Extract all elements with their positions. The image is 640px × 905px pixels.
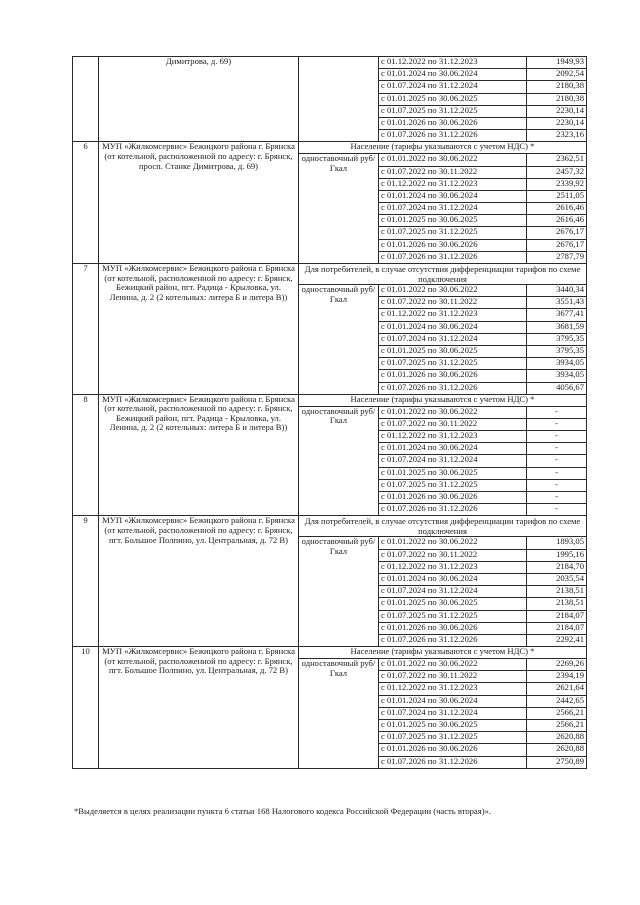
organization-cell: МУП «Жилкомсервис» Бежицкого района г. Брянска (от котельной, расположенной по адресу: г. Брянск, пгт. Большое Полпино, ул. Центральная, д. 72 В) [99, 647, 299, 769]
tariff-value: 2339,92 [527, 178, 587, 190]
tariff-kind: одноставочный руб/Гкал [299, 659, 379, 769]
period-cell: с 01.07.2025 по 31.12.2025 [379, 479, 527, 491]
tariff-value: 4056,67 [527, 382, 587, 394]
section-heading: Население (тарифы указываются с учетом НДС) * [299, 647, 587, 659]
row-number: 10 [73, 647, 99, 769]
tariff-value: 2230,14 [527, 105, 587, 117]
period-cell: с 01.07.2026 по 31.12.2026 [379, 130, 527, 142]
tariff-value: 2566,21 [527, 720, 587, 732]
period-cell: с 01.01.2025 по 30.06.2025 [379, 93, 527, 105]
period-cell: с 01.07.2026 по 31.12.2026 [379, 382, 527, 394]
period-cell: с 01.07.2026 по 31.12.2026 [379, 756, 527, 768]
tariff-value: 3677,41 [527, 309, 587, 321]
period-cell: с 01.07.2025 по 31.12.2025 [379, 732, 527, 744]
period-cell: с 01.07.2026 по 31.12.2026 [379, 251, 527, 263]
tariff-kind: одноставочный руб/Гкал [299, 285, 379, 395]
period-cell: с 01.01.2025 по 30.06.2025 [379, 215, 527, 227]
period-cell: с 01.12.2022 по 31.12.2023 [379, 57, 527, 69]
tariff-value: - [527, 467, 587, 479]
period-cell: с 01.07.2024 по 31.12.2024 [379, 455, 527, 467]
period-cell: с 01.01.2025 по 30.06.2025 [379, 598, 527, 610]
tariff-value: - [527, 418, 587, 430]
tariff-kind: одноставочный руб/Гкал [299, 154, 379, 264]
tariff-value: 2620,88 [527, 744, 587, 756]
tariff-value: 2676,17 [527, 227, 587, 239]
tariff-value: - [527, 443, 587, 455]
period-cell: с 01.07.2022 по 30.11.2022 [379, 297, 527, 309]
section-heading: Для потребителей, в случае отсутствия дифференциации тарифов по схеме подключения [299, 264, 587, 285]
period-cell: с 01.07.2024 по 31.12.2024 [379, 707, 527, 719]
organization-cell: Димитрова, д. 69) [99, 57, 299, 142]
organization-cell: МУП «Жилкомсервис» Бежицкого района г. Брянска (от котельной, расположенной по адресу: г. Брянск, Бежицкий район, пгт. Радица - Крыловка, ул. Ленина, д. 2 (2 котельных: литера Б и литера В)) [99, 394, 299, 516]
period-cell: с 01.12.2022 по 31.12.2023 [379, 561, 527, 573]
period-cell: с 01.01.2026 по 30.06.2026 [379, 239, 527, 251]
tariff-value: 2323,16 [527, 130, 587, 142]
tariff-table [72, 56, 587, 769]
tariff-value: 2457,32 [527, 166, 587, 178]
tariff-value: 2138,51 [527, 598, 587, 610]
tariff-value: 2394,19 [527, 671, 587, 683]
tariff-value: 2676,17 [527, 239, 587, 251]
tariff-value: 2292,41 [527, 634, 587, 646]
period-cell: с 01.01.2024 по 30.06.2024 [379, 69, 527, 81]
section-row [73, 516, 587, 537]
period-cell: с 01.07.2025 по 31.12.2025 [379, 227, 527, 239]
row-number: 9 [73, 516, 99, 647]
tariff-value: 2621,64 [527, 683, 587, 695]
tariff-value: - [527, 504, 587, 516]
period-cell: с 01.07.2022 по 30.11.2022 [379, 549, 527, 561]
tariff-value: 3551,43 [527, 297, 587, 309]
period-cell: с 01.01.2022 по 30.06.2022 [379, 659, 527, 671]
period-cell: с 01.07.2022 по 30.11.2022 [379, 418, 527, 430]
period-cell: с 01.01.2025 по 30.06.2025 [379, 345, 527, 357]
tariff-value: 3934,05 [527, 358, 587, 370]
period-cell: с 01.07.2025 по 31.12.2025 [379, 610, 527, 622]
section-row [73, 647, 587, 659]
period-cell: с 01.01.2026 по 30.06.2026 [379, 117, 527, 129]
period-cell: с 01.01.2024 по 30.06.2024 [379, 443, 527, 455]
tariff-value: 2092,54 [527, 69, 587, 81]
tariff-value: - [527, 455, 587, 467]
tariff-value: 2616,46 [527, 203, 587, 215]
tariff-value: 2180,38 [527, 81, 587, 93]
section-row [73, 394, 587, 406]
footnote: *Выделяется в целях реализации пункта 6 статьи 168 Налогового кодекса Российской Федерации (часть вторая)». [74, 806, 492, 816]
tariff-value: 2035,54 [527, 573, 587, 585]
tariff-value: - [527, 492, 587, 504]
period-cell: с 01.12.2022 по 31.12.2023 [379, 431, 527, 443]
tariff-value: 2184,70 [527, 561, 587, 573]
section-heading: Население (тарифы указываются с учетом НДС) * [299, 394, 587, 406]
tariff-value: 2620,88 [527, 732, 587, 744]
tariff-value: - [527, 431, 587, 443]
period-cell: с 01.01.2025 по 30.06.2025 [379, 720, 527, 732]
tariff-value: 2511,05 [527, 190, 587, 202]
period-cell: с 01.07.2026 по 31.12.2026 [379, 634, 527, 646]
period-cell: с 01.01.2022 по 30.06.2022 [379, 285, 527, 297]
tariff-value: 3795,35 [527, 333, 587, 345]
tariff-value: 3681,59 [527, 321, 587, 333]
tariff-value: 2787,79 [527, 251, 587, 263]
period-cell: с 01.01.2026 по 30.06.2026 [379, 622, 527, 634]
organization-cell: МУП «Жилкомсервис» Бежицкого района г. Брянска (от котельной, расположенной по адресу: г. Брянск, просп. Станке Димитрова, д. 69) [99, 142, 299, 264]
tariff-value: 3440,34 [527, 285, 587, 297]
tariff-value: 2362,51 [527, 154, 587, 166]
period-cell: с 01.07.2024 по 31.12.2024 [379, 586, 527, 598]
period-cell: с 01.01.2024 по 30.06.2024 [379, 321, 527, 333]
tariff-value: 2269,26 [527, 659, 587, 671]
period-cell: с 01.07.2025 по 31.12.2025 [379, 105, 527, 117]
period-cell: с 01.01.2022 по 30.06.2022 [379, 154, 527, 166]
tariff-value: 2230,14 [527, 117, 587, 129]
tariff-value: 2750,89 [527, 756, 587, 768]
organization-cell: МУП «Жилкомсервис» Бежицкого района г. Брянска (от котельной, расположенной по адресу: г. Брянск, Бежицкий район, пгт. Радица - Крыловка, ул. Ленина, д. 2 (2 котельных: литера Б и литера В)) [99, 264, 299, 395]
period-cell: с 01.01.2026 по 30.06.2026 [379, 492, 527, 504]
tariff-kind: одноставочный руб/Гкал [299, 406, 379, 516]
tariff-value: 2138,51 [527, 586, 587, 598]
tariff-value: 2180,38 [527, 93, 587, 105]
table-row [73, 57, 587, 69]
tariff-kind [299, 57, 379, 142]
row-number: 6 [73, 142, 99, 264]
tariff-value: 2184,07 [527, 610, 587, 622]
section-row [73, 142, 587, 154]
tariff-kind: одноставочный руб/Гкал [299, 537, 379, 647]
tariff-value: 2184,07 [527, 622, 587, 634]
tariff-value: 1995,16 [527, 549, 587, 561]
tariff-value: 2616,46 [527, 215, 587, 227]
period-cell: с 01.12.2022 по 31.12.2023 [379, 683, 527, 695]
period-cell: с 01.12.2022 по 31.12.2023 [379, 309, 527, 321]
tariff-value: 2442,65 [527, 695, 587, 707]
row-number: 8 [73, 394, 99, 516]
section-row [73, 264, 587, 285]
period-cell: с 01.07.2024 по 31.12.2024 [379, 81, 527, 93]
row-number [73, 57, 99, 142]
tariff-value: 1893,05 [527, 537, 587, 549]
tariff-value: 3934,05 [527, 370, 587, 382]
period-cell: с 01.12.2022 по 31.12.2023 [379, 178, 527, 190]
period-cell: с 01.01.2022 по 30.06.2022 [379, 406, 527, 418]
tariff-value: 3795,35 [527, 345, 587, 357]
period-cell: с 01.01.2022 по 30.06.2022 [379, 537, 527, 549]
period-cell: с 01.07.2022 по 30.11.2022 [379, 166, 527, 178]
section-heading: Для потребителей, в случае отсутствия дифференциации тарифов по схеме подключения [299, 516, 587, 537]
organization-cell: МУП «Жилкомсервис» Бежицкого района г. Брянска (от котельной, расположенной по адресу: г. Брянск, пгт. Большое Полпино, ул. Центральная, д. 72 В) [99, 516, 299, 647]
tariff-value: - [527, 479, 587, 491]
tariff-value: 2566,21 [527, 707, 587, 719]
period-cell: с 01.07.2024 по 31.12.2024 [379, 333, 527, 345]
period-cell: с 01.07.2026 по 31.12.2026 [379, 504, 527, 516]
row-number: 7 [73, 264, 99, 395]
period-cell: с 01.01.2026 по 30.06.2026 [379, 744, 527, 756]
period-cell: с 01.01.2024 по 30.06.2024 [379, 573, 527, 585]
period-cell: с 01.07.2022 по 30.11.2022 [379, 671, 527, 683]
period-cell: с 01.01.2025 по 30.06.2025 [379, 467, 527, 479]
section-heading: Население (тарифы указываются с учетом НДС) * [299, 142, 587, 154]
tariff-value: 1949,93 [527, 57, 587, 69]
period-cell: с 01.01.2024 по 30.06.2024 [379, 695, 527, 707]
period-cell: с 01.07.2025 по 31.12.2025 [379, 358, 527, 370]
period-cell: с 01.01.2024 по 30.06.2024 [379, 190, 527, 202]
period-cell: с 01.01.2026 по 30.06.2026 [379, 370, 527, 382]
tariff-value: - [527, 406, 587, 418]
period-cell: с 01.07.2024 по 31.12.2024 [379, 203, 527, 215]
